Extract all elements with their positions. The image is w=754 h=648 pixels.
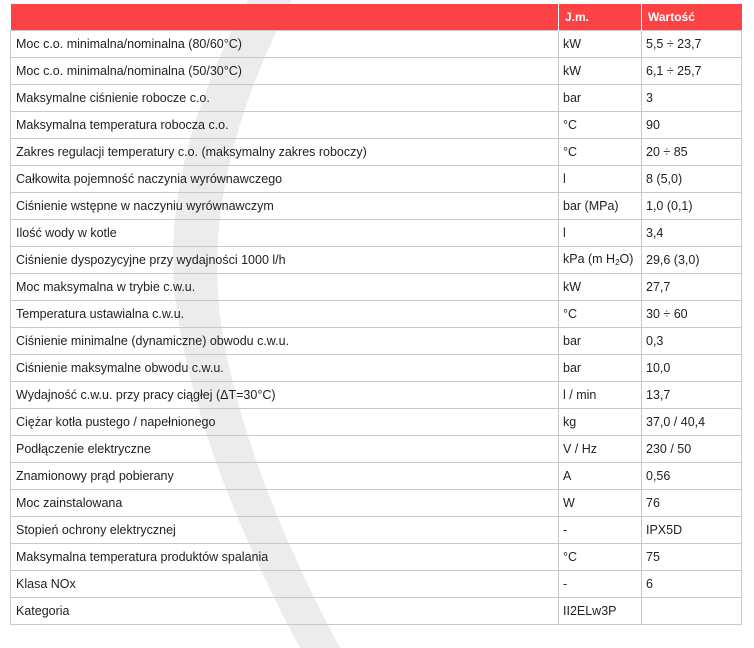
param-cell: Maksymalna temperatura robocza c.o. bbox=[11, 111, 559, 138]
param-cell: Wydajność c.w.u. przy pracy ciągłej (ΔT=30°C) bbox=[11, 381, 559, 408]
table-row bbox=[11, 84, 742, 111]
unit-text: O) bbox=[619, 252, 634, 266]
param-cell: Znamionowy prąd pobierany bbox=[11, 462, 559, 489]
param-cell: Moc c.o. minimalna/nominalna (80/60°C) bbox=[11, 30, 559, 57]
value-cell: 8 (5,0) bbox=[642, 165, 742, 192]
param-cell: Moc maksymalna w trybie c.w.u. bbox=[11, 273, 559, 300]
unit-cell: bar bbox=[559, 327, 642, 354]
table-body bbox=[11, 30, 742, 624]
table-row bbox=[11, 462, 742, 489]
unit-cell: kW bbox=[559, 273, 642, 300]
table-row bbox=[11, 570, 742, 597]
table-row bbox=[11, 327, 742, 354]
param-cell: Ciśnienie wstępne w naczyniu wyrównawczym bbox=[11, 192, 559, 219]
unit-subscript: 2 bbox=[615, 258, 620, 267]
table-row bbox=[11, 165, 742, 192]
param-cell: Zakres regulacji temperatury c.o. (maksymalny zakres roboczy) bbox=[11, 138, 559, 165]
value-cell: 6,1 ÷ 25,7 bbox=[642, 57, 742, 84]
param-cell: Kategoria bbox=[11, 597, 559, 624]
header-value: Wartość bbox=[642, 4, 742, 30]
table-row bbox=[11, 219, 742, 246]
value-cell: 27,7 bbox=[642, 273, 742, 300]
value-cell: 1,0 (0,1) bbox=[642, 192, 742, 219]
table-row bbox=[11, 381, 742, 408]
unit-cell: l bbox=[559, 219, 642, 246]
header-parameter bbox=[11, 4, 559, 30]
value-cell: 37,0 / 40,4 bbox=[642, 408, 742, 435]
unit-cell: - bbox=[559, 516, 642, 543]
unit-cell: - bbox=[559, 570, 642, 597]
header-unit: J.m. bbox=[559, 4, 642, 30]
value-cell: 5,5 ÷ 23,7 bbox=[642, 30, 742, 57]
unit-cell: V / Hz bbox=[559, 435, 642, 462]
param-cell: Temperatura ustawialna c.w.u. bbox=[11, 300, 559, 327]
param-cell: Klasa NOx bbox=[11, 570, 559, 597]
table-row bbox=[11, 30, 742, 57]
value-cell: 6 bbox=[642, 570, 742, 597]
table-row bbox=[11, 354, 742, 381]
unit-cell bbox=[559, 246, 642, 273]
unit-cell: bar (MPa) bbox=[559, 192, 642, 219]
table-row bbox=[11, 57, 742, 84]
value-cell: 0,56 bbox=[642, 462, 742, 489]
param-cell: Podłączenie elektryczne bbox=[11, 435, 559, 462]
param-cell: Ciśnienie minimalne (dynamiczne) obwodu c.w.u. bbox=[11, 327, 559, 354]
value-cell: 3 bbox=[642, 84, 742, 111]
param-cell: Maksymalna temperatura produktów spalania bbox=[11, 543, 559, 570]
table-row bbox=[11, 300, 742, 327]
unit-cell: kg bbox=[559, 408, 642, 435]
unit-cell: l bbox=[559, 165, 642, 192]
unit-cell: bar bbox=[559, 84, 642, 111]
unit-cell: A bbox=[559, 462, 642, 489]
unit-cell: bar bbox=[559, 354, 642, 381]
unit-cell: W bbox=[559, 489, 642, 516]
table-row bbox=[11, 489, 742, 516]
value-cell: 3,4 bbox=[642, 219, 742, 246]
param-cell: Ciśnienie dyspozycyjne przy wydajności 1000 l/h bbox=[11, 246, 559, 273]
value-cell: 10,0 bbox=[642, 354, 742, 381]
unit-cell: kW bbox=[559, 30, 642, 57]
table-row bbox=[11, 111, 742, 138]
param-cell: Ilość wody w kotle bbox=[11, 219, 559, 246]
param-cell: Stopień ochrony elektrycznej bbox=[11, 516, 559, 543]
table-header bbox=[11, 4, 742, 30]
value-cell: 230 / 50 bbox=[642, 435, 742, 462]
value-cell: IPX5D bbox=[642, 516, 742, 543]
param-cell: Ciężar kotła pustego / napełnionego bbox=[11, 408, 559, 435]
value-cell: 20 ÷ 85 bbox=[642, 138, 742, 165]
param-cell: Ciśnienie maksymalne obwodu c.w.u. bbox=[11, 354, 559, 381]
unit-cell: °C bbox=[559, 543, 642, 570]
table-row bbox=[11, 192, 742, 219]
value-cell: 13,7 bbox=[642, 381, 742, 408]
table-row bbox=[11, 246, 742, 273]
unit-cell: kW bbox=[559, 57, 642, 84]
table-row bbox=[11, 273, 742, 300]
value-cell: 90 bbox=[642, 111, 742, 138]
unit-cell: II2ELw3P bbox=[559, 597, 642, 624]
unit-cell: °C bbox=[559, 111, 642, 138]
unit-cell: °C bbox=[559, 138, 642, 165]
value-cell: 29,6 (3,0) bbox=[642, 246, 742, 273]
table-row bbox=[11, 516, 742, 543]
param-cell: Maksymalne ciśnienie robocze c.o. bbox=[11, 84, 559, 111]
unit-cell: °C bbox=[559, 300, 642, 327]
value-cell bbox=[642, 597, 742, 624]
table-row bbox=[11, 597, 742, 624]
unit-cell: l / min bbox=[559, 381, 642, 408]
table-row bbox=[11, 408, 742, 435]
table-row bbox=[11, 435, 742, 462]
value-cell: 76 bbox=[642, 489, 742, 516]
spec-table bbox=[10, 4, 742, 625]
value-cell: 75 bbox=[642, 543, 742, 570]
value-cell: 30 ÷ 60 bbox=[642, 300, 742, 327]
table-row bbox=[11, 543, 742, 570]
param-cell: Moc c.o. minimalna/nominalna (50/30°C) bbox=[11, 57, 559, 84]
unit-text: kPa (m H bbox=[563, 252, 616, 266]
param-cell: Całkowita pojemność naczynia wyrównawczego bbox=[11, 165, 559, 192]
table-row bbox=[11, 138, 742, 165]
param-cell: Moc zainstalowana bbox=[11, 489, 559, 516]
value-cell: 0,3 bbox=[642, 327, 742, 354]
